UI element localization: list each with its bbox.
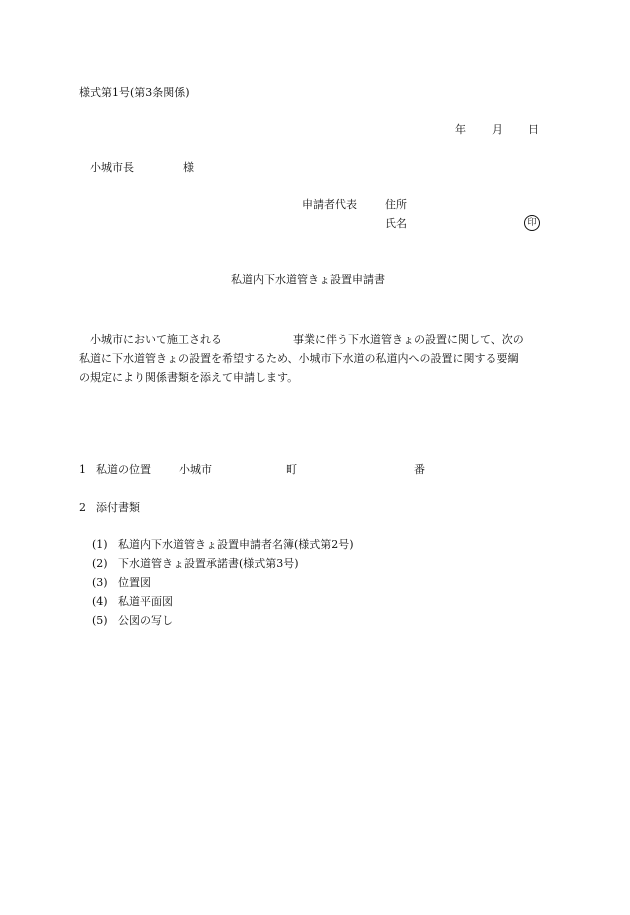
attachment-2-number: (2) [92,557,108,570]
body-line-2: 私道に下水道管きょの設置を希望するため、小城市下水道の私道内への設置に関する要綱 [79,352,519,365]
addressee-honorific: 様 [183,161,194,174]
form-number: 様式第1号(第3条関係) [79,86,190,99]
applicant-role-label: 申請者代表 [302,198,357,211]
date-month-label: 月 [492,123,503,136]
date-day-label: 日 [528,123,539,136]
item1-number: 1 [79,463,86,476]
name-label: 氏名 [385,217,407,230]
address-label: 住所 [385,198,407,211]
attachment-5-text: 公図の写し [118,614,173,627]
item1-ban: 番 [414,463,425,476]
application-body [79,330,550,387]
attachment-4-number: (4) [92,595,108,608]
attachment-3-number: (3) [92,576,108,589]
body-line-1 [79,330,550,349]
body-line-1b: 事業に伴う下水道管きょの設置に関して、次の [293,333,524,346]
addressee-name: 小城市長 [90,161,134,174]
attachment-5-number: (5) [92,614,108,627]
item1-town: 町 [286,463,297,476]
document-title: 私道内下水道管きょ設置申請書 [231,273,385,286]
date-year-label: 年 [455,123,466,136]
item1-city: 小城市 [179,463,212,476]
item2-number: 2 [79,501,86,514]
item1-label: 私道の位置 [96,463,151,476]
attachment-1-number: (1) [92,538,108,551]
body-line-1a: 小城市において施工される [90,333,222,346]
attachment-2-text: 下水道管きょ設置承諾書(様式第3号) [118,557,299,570]
attachment-1-text: 私道内下水道管きょ設置申請者名簿(様式第2号) [118,538,354,551]
attachment-4-text: 私道平面図 [118,595,173,608]
body-line-3: の規定により関係書類を添えて申請します。 [79,371,299,384]
seal-icon: 印 [524,215,540,231]
item2-label: 添付書類 [96,501,140,514]
attachment-3-text: 位置図 [118,576,151,589]
